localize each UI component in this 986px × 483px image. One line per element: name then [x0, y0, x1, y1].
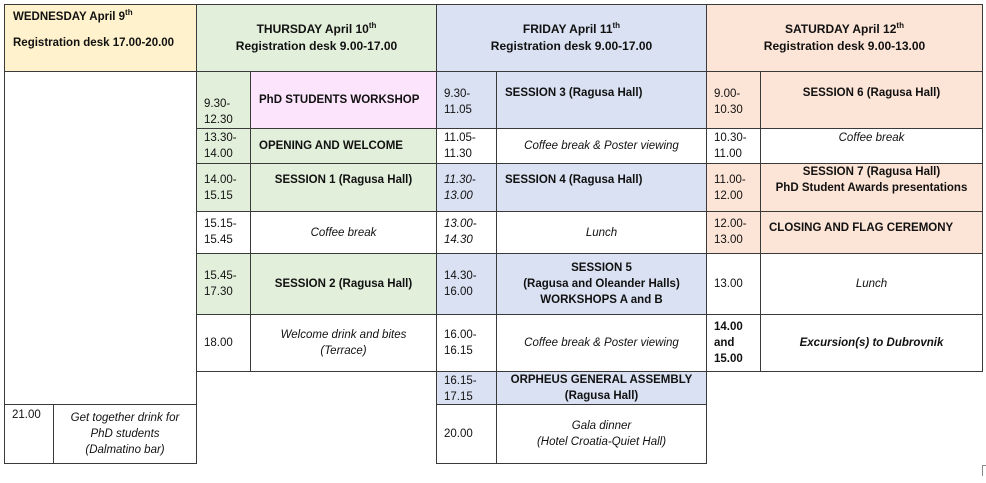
saturday-event-cell — [760, 211, 983, 254]
thursday-time: 15.15 — [204, 190, 233, 202]
header-wednesday-day: WEDNESDAY April 9th — [13, 8, 133, 23]
thursday-event-line: (Terrace) — [320, 345, 367, 357]
friday-event-cell — [496, 211, 707, 254]
thursday-event-line: Welcome drink and bites — [280, 329, 407, 341]
wednesday-time-cell — [4, 404, 54, 464]
saturday-event: CLOSING AND FLAG CEREMONY — [769, 222, 954, 234]
saturday-time: 11.00 — [714, 148, 742, 160]
friday-time: 11.30- — [444, 174, 476, 186]
friday-event-cell — [496, 71, 707, 129]
saturday-time: 13.00 — [714, 278, 743, 290]
saturday-time: 15.00 — [714, 353, 743, 365]
friday-time: 14.30 — [444, 234, 473, 246]
friday-time: 17.15 — [444, 391, 473, 403]
header-friday-day: FRIDAY April 11th — [522, 21, 621, 36]
wednesday-event-cell — [53, 404, 197, 464]
friday-time-cell — [436, 314, 497, 372]
friday-time-cell — [436, 371, 497, 405]
header-wednesday-desk: Registration desk 17.00-20.00 — [13, 37, 175, 49]
thursday-event: SESSION 2 (Ragusa Hall) — [274, 278, 413, 290]
thursday-time: 14.00 — [204, 148, 233, 160]
thursday-time: 9.30- — [204, 98, 231, 110]
saturday-event-cell — [760, 314, 983, 372]
saturday-time-cell — [706, 253, 761, 315]
thursday-event-cell — [250, 71, 437, 129]
thursday-time-cell — [196, 163, 251, 212]
thursday-time-cell — [196, 128, 251, 164]
saturday-time: 13.00 — [714, 234, 743, 246]
saturday-event-cell — [760, 71, 983, 129]
thursday-time: 15.45- — [204, 270, 237, 282]
friday-event-cell — [496, 404, 707, 464]
friday-event-cell — [496, 371, 707, 405]
thursday-event-cell — [250, 253, 437, 315]
saturday-time: 10.30 — [714, 104, 743, 116]
friday-time: 11.05- — [444, 132, 476, 144]
thursday-event-cell — [250, 211, 437, 254]
friday-time-cell — [436, 71, 497, 129]
friday-event: Lunch — [585, 226, 618, 239]
saturday-time-cell — [706, 71, 761, 129]
thursday-time: 18.00 — [204, 337, 233, 349]
saturday-time-cell — [706, 211, 761, 254]
header-saturday-day: SATURDAY April 12th — [785, 21, 904, 36]
header-wednesday — [4, 4, 197, 72]
wednesday-event-line: (Dalmatino bar) — [85, 444, 165, 456]
thursday-time-cell — [196, 253, 251, 315]
friday-event-line: (Ragusa Hall) — [564, 390, 639, 402]
friday-time-cell — [436, 211, 497, 254]
friday-time: 16.00- — [444, 329, 477, 341]
friday-event: Coffee break & Poster viewing — [524, 140, 679, 152]
thursday-time: 17.30 — [204, 286, 233, 298]
header-thursday-desk: Registration desk 9.00-17.00 — [235, 39, 398, 53]
friday-time: 11.30 — [444, 148, 472, 160]
wednesday-event-line: PhD students — [90, 428, 160, 440]
friday-event-line: Gala dinner — [571, 420, 632, 432]
friday-event: SESSION 4 (Ragusa Hall) — [505, 174, 643, 186]
thursday-time: 15.15- — [204, 218, 237, 230]
saturday-event: Excursion(s) to Dubrovnik — [799, 337, 944, 349]
thursday-time: 12.30 — [204, 114, 233, 126]
friday-event-cell — [496, 163, 707, 212]
friday-event: SESSION 3 (Ragusa Hall) — [505, 87, 643, 99]
saturday-event: Coffee break — [838, 132, 905, 144]
friday-time: 16.15 — [444, 345, 473, 357]
friday-time-cell — [436, 404, 497, 464]
friday-event-line: (Hotel Croatia-Quiet Hall) — [536, 436, 667, 448]
friday-time: 16.00 — [444, 286, 473, 298]
thursday-event: Coffee break — [310, 226, 377, 239]
saturday-time: 14.00 — [714, 321, 743, 333]
header-friday-desk: Registration desk 9.00-17.00 — [490, 39, 653, 53]
saturday-time: and — [714, 337, 735, 349]
header-thursday — [196, 4, 437, 72]
thursday-event: OPENING AND WELCOME — [259, 140, 403, 152]
wednesday-empty-block — [4, 71, 197, 405]
thursday-time: 13.30- — [204, 132, 237, 144]
friday-time: 20.00 — [444, 428, 473, 440]
saturday-event-cell — [760, 163, 983, 212]
thursday-event-cell — [250, 314, 437, 372]
saturday-time: 9.00- — [714, 88, 741, 100]
thursday-event: SESSION 1 (Ragusa Hall) — [274, 174, 413, 186]
friday-time: 13.00 — [444, 190, 473, 202]
saturday-event-line: SESSION 7 (Ragusa Hall) — [802, 166, 941, 178]
saturday-time-cell — [706, 163, 761, 212]
thursday-event-cell — [250, 163, 437, 212]
saturday-time: 11.00- — [714, 174, 746, 186]
thursday-time-cell — [196, 211, 251, 254]
saturday-event-cell — [760, 253, 983, 315]
friday-time: 14.30- — [444, 270, 477, 282]
wednesday-event-line: Get together drink for — [70, 412, 180, 424]
header-saturday-desk: Registration desk 9.00-13.00 — [763, 39, 926, 53]
friday-time-cell — [436, 163, 497, 212]
friday-time-cell — [436, 128, 497, 164]
friday-event-cell — [496, 314, 707, 372]
friday-event-line: (Ragusa and Oleander Halls) — [523, 278, 680, 290]
header-thursday-day: THURSDAY April 10th — [256, 21, 377, 36]
header-saturday — [706, 4, 983, 72]
friday-time: 13.00- — [444, 218, 477, 230]
friday-event-line: WORKSHOPS A and B — [540, 294, 663, 306]
saturday-event: SESSION 6 (Ragusa Hall) — [802, 87, 941, 99]
wednesday-time: 21.00 — [12, 409, 41, 421]
thursday-time: 15.45 — [204, 234, 233, 246]
friday-event-cell — [496, 128, 707, 164]
friday-time: 9.30- — [444, 88, 471, 100]
friday-time-cell — [436, 253, 497, 315]
saturday-time: 12.00 — [714, 190, 743, 202]
thursday-event-cell — [250, 128, 437, 164]
friday-event-line: ORPHEUS GENERAL ASSEMBLY — [510, 374, 693, 386]
saturday-event-line: PhD Student Awards presentations — [775, 182, 968, 194]
thursday-time: 14.00- — [204, 174, 237, 186]
saturday-time: 12.00- — [714, 218, 747, 230]
saturday-event-cell — [760, 128, 983, 164]
saturday-time: 10.30- — [714, 132, 747, 144]
thursday-time-cell — [196, 314, 251, 372]
thursday-time-cell — [196, 71, 251, 129]
friday-time: 11.05 — [444, 104, 472, 116]
saturday-time-cell — [706, 128, 761, 164]
saturday-time-cell — [706, 314, 761, 372]
friday-time: 16.15- — [444, 375, 477, 387]
friday-event: Coffee break & Poster viewing — [524, 337, 679, 349]
resize-corner — [982, 465, 986, 476]
header-friday — [436, 4, 707, 72]
friday-event-line: SESSION 5 — [571, 262, 632, 274]
saturday-event: Lunch — [855, 278, 888, 290]
friday-event-cell — [496, 253, 707, 315]
thursday-event: PhD STUDENTS WORKSHOP — [259, 94, 420, 106]
